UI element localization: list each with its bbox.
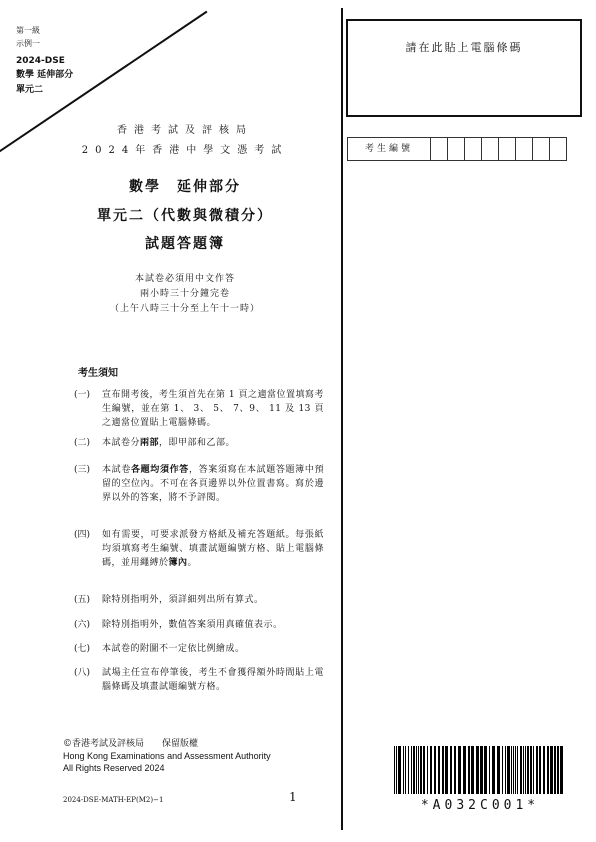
barcode-bar [557, 746, 559, 794]
barcode-bar [394, 746, 395, 794]
level-tag: 第一級 [16, 26, 40, 35]
barcode-bar [533, 746, 534, 794]
note-text: 如有需要，可要求派發方格紙及補充答題紙。每張紙均須填寫考生編號、填畫試題編號方格、貼上電腦條碼，並用繩縛於簿內。 [102, 530, 324, 568]
barcode-bar [423, 746, 425, 794]
barcode-bar [523, 746, 524, 794]
barcode-bar [511, 746, 512, 794]
note-number: (六) [74, 620, 91, 630]
note-number: (七) [74, 644, 91, 654]
note-number: (四) [74, 530, 91, 540]
barcode-bar [427, 746, 428, 794]
barcode-bar [454, 746, 456, 794]
barcode-bar [468, 746, 470, 794]
barcode-bar [543, 746, 545, 794]
barcode-bar [411, 746, 412, 794]
booklet-title: 試題答題簿 [145, 236, 225, 252]
instruction-line: 本試卷必須用中文作答 [134, 274, 235, 284]
candidate-digit-cell[interactable] [431, 138, 448, 160]
copyright-block [63, 738, 271, 774]
candidate-digit-cell[interactable] [448, 138, 465, 160]
note-text: 除特別指明外，數值答案須用真確值表示。 [102, 620, 283, 630]
note-number: (五) [74, 595, 91, 605]
barcode-bar [458, 746, 461, 794]
barcode-bar [396, 746, 397, 794]
note-item [74, 528, 324, 570]
barcode-bar [525, 746, 526, 794]
barcode-bar [471, 746, 474, 794]
barcode-bar [502, 746, 503, 794]
barcode-bar [527, 746, 529, 794]
module-title: 單元二（代數與微積分） [97, 208, 273, 224]
copyright-line: ©香港考試及評核局 保留版權 [63, 739, 199, 749]
barcode-label-box [346, 19, 582, 117]
note-text: 除特別指明外，須詳細列出所有算式。 [102, 595, 264, 605]
instruction-line: （上午八時三十分至上午十一時） [109, 304, 260, 314]
sample-tag: 示例一 [16, 39, 40, 48]
note-item [74, 593, 324, 607]
barcode-bar [420, 746, 422, 794]
note-item [74, 463, 324, 505]
exam-title: 2024年香港中學文憑考試 [81, 145, 289, 156]
note-item [74, 642, 324, 656]
barcode-bar [550, 746, 553, 794]
barcode-bar [515, 746, 516, 794]
note-text: 本試卷分兩部，即甲部和乙部。 [102, 438, 236, 448]
barcode-bar [547, 746, 549, 794]
module-tag: 單元二 [16, 85, 44, 95]
candidate-digit-cell[interactable] [550, 138, 566, 160]
barcode-bar [438, 746, 440, 794]
barcode-bar [418, 746, 419, 794]
note-number: (三) [74, 465, 91, 475]
note-text: 試場主任宣布停筆後，考生不會獲得額外時間貼上電腦條碼及填畫試題編號方格。 [102, 668, 324, 692]
subject-tag: 數學 延伸部分 [16, 70, 74, 80]
barcode-bar [408, 746, 409, 794]
barcode-bar [497, 746, 500, 794]
barcode-bar [413, 746, 415, 794]
instructions-block [40, 272, 330, 317]
subject-title: 數學 延伸部分 [129, 179, 241, 195]
note-item [74, 618, 324, 632]
candidate-digit-cell[interactable] [482, 138, 499, 160]
paper-code: 2024-DSE-MATH-EP(M2)−1 [63, 796, 164, 804]
candidate-number-label: 考生編號 [348, 138, 431, 160]
barcode-image [394, 746, 566, 794]
barcode-text: *A032C001* [420, 798, 540, 813]
barcode-bar [445, 746, 448, 794]
candidate-digit-cell[interactable] [499, 138, 516, 160]
instruction-line: 兩小時三十分鐘完卷 [139, 289, 230, 299]
barcode-bar [536, 746, 538, 794]
barcode-bar [450, 746, 452, 794]
barcode-bar [492, 746, 495, 794]
barcode-bar [463, 746, 466, 794]
barcode-bar [513, 746, 514, 794]
barcode-bar [489, 746, 490, 794]
margin-divider [341, 8, 343, 830]
note-number: (一) [74, 390, 91, 400]
barcode-bar [398, 746, 401, 794]
barcode-bar [484, 746, 487, 794]
note-text: 本試卷的附圖不一定依比例繪成。 [102, 644, 245, 654]
candidate-digit-cell[interactable] [465, 138, 482, 160]
barcode-bar [434, 746, 436, 794]
barcode-bar [554, 746, 556, 794]
barcode-bar [405, 746, 406, 794]
barcode-bar [416, 746, 417, 794]
note-number: (二) [74, 438, 91, 448]
copyright-line: Hong Kong Examinations and Assessment Authority [63, 751, 271, 761]
barcode-bar [476, 746, 479, 794]
note-text: 宣布開考後，考生須首先在第 1 頁之適當位置填寫考生編號，並在第 1、 3、 5、 7、9、 11 及 13 頁之適當位置貼上電腦條碼。 [102, 390, 324, 428]
exam-tag: 2024-DSE [16, 56, 65, 66]
authority-name: 香港考試及評核局 [117, 125, 253, 136]
barcode-bar [560, 746, 563, 794]
barcode-bar [480, 746, 483, 794]
barcode-bar [507, 746, 510, 794]
note-item [74, 436, 324, 450]
candidate-digit-cell[interactable] [516, 138, 533, 160]
note-number: (八) [74, 668, 91, 678]
candidate-digit-cell[interactable] [533, 138, 550, 160]
barcode-bar [430, 746, 432, 794]
page-number: 1 [289, 790, 297, 804]
barcode-bar [539, 746, 541, 794]
candidate-number-field[interactable] [347, 137, 567, 161]
copyright-line: All Rights Reserved 2024 [63, 763, 165, 773]
barcode-bar [505, 746, 506, 794]
notes-heading: 考生須知 [78, 368, 118, 379]
barcode-bar [530, 746, 532, 794]
barcode-bar [403, 746, 404, 794]
barcode-box-label: 請在此貼上電腦條碼 [405, 41, 523, 54]
note-item [74, 388, 324, 430]
barcode-bar [517, 746, 518, 794]
barcode-bar [442, 746, 444, 794]
note-item [74, 666, 324, 694]
note-text: 本試卷各題均須作答，答案須寫在本試題答題簿中預留的空位內。不可在各頁邊界以外位置書寫。寫於邊界以外的答案，將不予評閱。 [102, 465, 324, 503]
barcode-bar [520, 746, 522, 794]
